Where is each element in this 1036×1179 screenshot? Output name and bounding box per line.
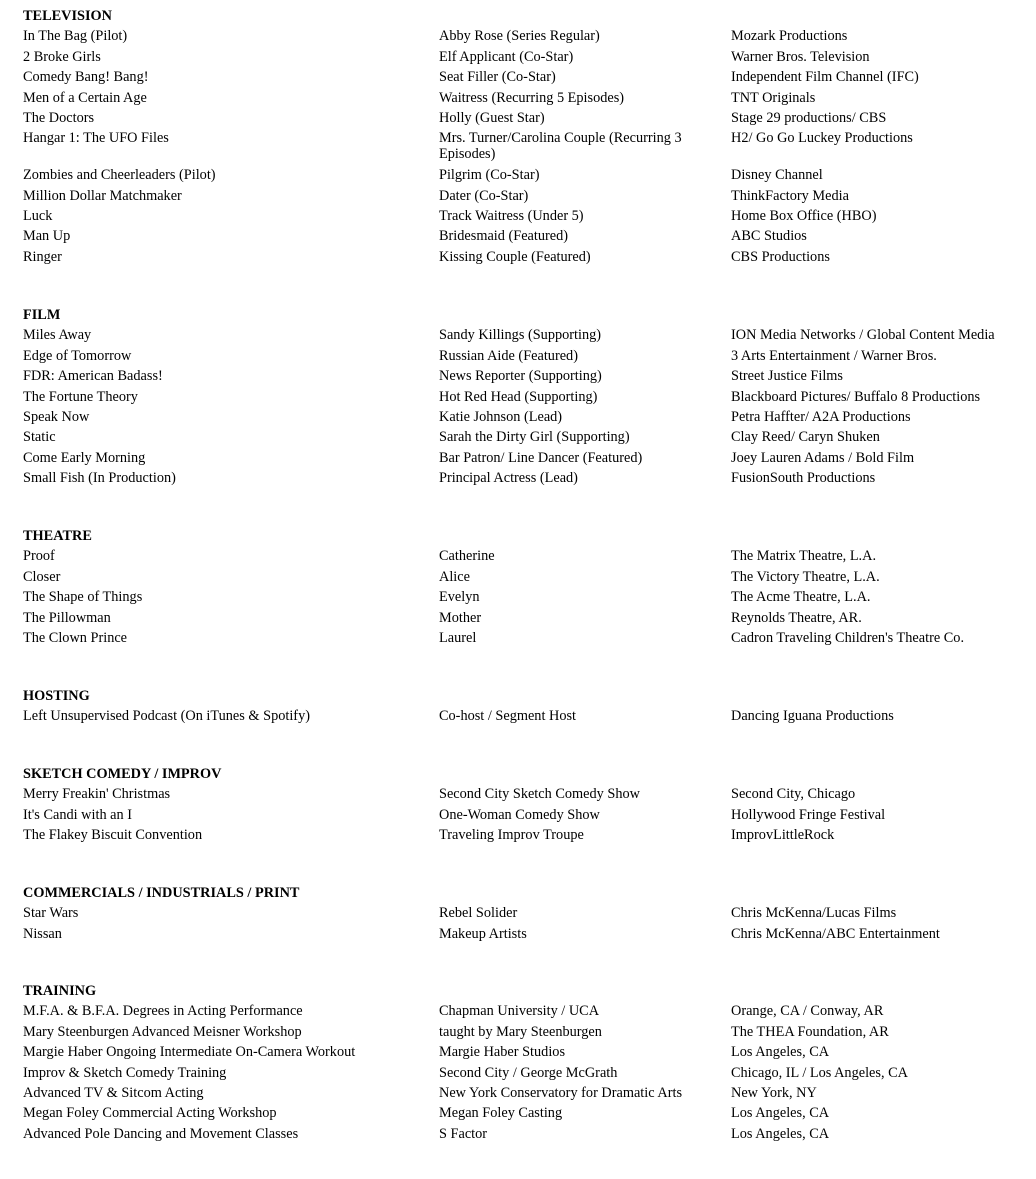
credit-project: Speak Now	[23, 408, 90, 425]
credit-row	[23, 1063, 1023, 1083]
credit-company: Blackboard Pictures/ Buffalo 8 Productions	[731, 388, 981, 405]
credit-company: ION Media Networks / Global Content Media	[731, 327, 995, 344]
credit-project: M.F.A. & B.F.A. Degrees in Acting Performance	[23, 1003, 303, 1020]
credit-role: Second City Sketch Comedy Show	[439, 786, 640, 803]
credit-role: taught by Mary Steenburgen	[439, 1023, 602, 1040]
credit-role: Pilgrim (Co-Star)	[439, 167, 540, 184]
credit-project: The Doctors	[23, 109, 95, 126]
credit-role: Sarah the Dirty Girl (Supporting)	[439, 429, 630, 446]
credit-role: Russian Aide (Featured)	[439, 347, 578, 364]
credit-project: Men of a Certain Age	[23, 89, 147, 106]
credit-row	[23, 1001, 1023, 1021]
credit-role: One-Woman Comedy Show	[439, 806, 600, 823]
credit-project: Advanced Pole Dancing and Movement Classes	[23, 1125, 299, 1142]
credit-project: Left Unsupervised Podcast (On iTunes & Spotify)	[23, 708, 310, 725]
credit-row	[23, 924, 1023, 944]
credit-role: Evelyn	[439, 589, 480, 606]
credit-row	[23, 67, 1023, 87]
credit-company: The Acme Theatre, L.A.	[731, 589, 871, 606]
section-sketch-comedy-improv	[23, 764, 1023, 846]
credit-role: Holly (Guest Star)	[439, 109, 545, 126]
credit-role: S Factor	[439, 1125, 488, 1142]
credit-row	[23, 628, 1023, 648]
credit-role: Kissing Couple (Featured)	[439, 248, 591, 265]
credit-row	[23, 366, 1023, 386]
credit-role: Mrs. Turner/Carolina Couple (Recurring 3 Episodes)	[439, 130, 682, 163]
credit-project: Megan Foley Commercial Acting Workshop	[23, 1105, 277, 1122]
credit-row	[23, 346, 1023, 366]
credit-project: The Pillowman	[23, 609, 111, 626]
credit-role: Track Waitress (Under 5)	[439, 207, 584, 224]
credit-project: Advanced TV & Sitcom Acting	[23, 1084, 204, 1101]
section-commercials-industrials-print	[23, 883, 1023, 944]
credit-company: Disney Channel	[731, 167, 823, 184]
credit-project: Mary Steenburgen Advanced Meisner Workshop	[23, 1023, 302, 1040]
credit-row	[23, 165, 1023, 185]
credit-row	[23, 784, 1023, 804]
credit-project: The Flakey Biscuit Convention	[23, 827, 203, 844]
credit-company: Street Justice Films	[731, 368, 843, 385]
credit-project: Proof	[23, 548, 55, 565]
credit-role: Bar Patron/ Line Dancer (Featured)	[439, 449, 643, 466]
credit-project: 2 Broke Girls	[23, 48, 101, 65]
credit-company: The Victory Theatre, L.A.	[731, 568, 880, 585]
credit-company: ThinkFactory Media	[731, 187, 849, 204]
credit-row	[23, 26, 1023, 46]
credit-row	[23, 226, 1023, 246]
credit-role: Alice	[439, 568, 470, 585]
credit-row	[23, 805, 1023, 825]
credit-row	[23, 88, 1023, 108]
credit-row	[23, 903, 1023, 923]
credit-project: Luck	[23, 207, 53, 224]
credit-company: The Matrix Theatre, L.A.	[731, 548, 877, 565]
credit-role: Catherine	[439, 548, 495, 565]
credit-company: Los Angeles, CA	[731, 1125, 830, 1142]
credit-row	[23, 706, 1023, 726]
credit-role: Makeup Artists	[439, 925, 527, 942]
credit-project: Nissan	[23, 925, 62, 942]
section-television	[23, 6, 1023, 267]
credit-company: Dancing Iguana Productions	[731, 708, 894, 725]
credit-project: Small Fish (In Production)	[23, 470, 176, 487]
credit-project: FDR: American Badass!	[23, 368, 163, 385]
credit-row	[23, 1103, 1023, 1123]
credit-role: New York Conservatory for Dramatic Arts	[439, 1084, 683, 1101]
credit-company: Stage 29 productions/ CBS	[731, 109, 887, 126]
credit-project: Margie Haber Ongoing Intermediate On-Camera Workout	[23, 1044, 356, 1061]
credit-row	[23, 1124, 1023, 1144]
credit-row	[23, 468, 1023, 488]
credit-project: The Fortune Theory	[23, 388, 138, 405]
credit-project: The Shape of Things	[23, 589, 143, 606]
credit-role: Margie Haber Studios	[439, 1044, 566, 1061]
credit-company: Hollywood Fringe Festival	[731, 806, 886, 823]
credit-row	[23, 387, 1023, 407]
credit-company: Chicago, IL / Los Angeles, CA	[731, 1064, 908, 1081]
credit-role: Principal Actress (Lead)	[439, 470, 578, 487]
section-hosting	[23, 686, 1023, 727]
credit-role: Co-host / Segment Host	[439, 708, 577, 725]
section-heading: TRAINING	[23, 983, 97, 999]
credit-company: Second City, Chicago	[731, 786, 856, 803]
credit-role: News Reporter (Supporting)	[439, 368, 602, 385]
credit-role: Waitress (Recurring 5 Episodes)	[439, 89, 625, 106]
credit-company: Los Angeles, CA	[731, 1105, 830, 1122]
credit-role: Hot Red Head (Supporting)	[439, 388, 598, 405]
credit-project: Man Up	[23, 228, 71, 245]
credit-company: Independent Film Channel (IFC)	[731, 69, 919, 86]
credit-role: Laurel	[439, 629, 477, 646]
credit-row	[23, 608, 1023, 628]
section-heading: SKETCH COMEDY / IMPROV	[23, 766, 222, 782]
credit-row	[23, 1083, 1023, 1103]
credit-project: Hangar 1: The UFO Files	[23, 130, 169, 147]
section-heading: COMMERCIALS / INDUSTRIALS / PRINT	[23, 885, 300, 901]
credit-role: Katie Johnson (Lead)	[439, 408, 563, 425]
credit-company: Clay Reed/ Caryn Shuken	[731, 429, 880, 446]
credit-company: Home Box Office (HBO)	[731, 207, 877, 224]
credit-company: FusionSouth Productions	[731, 470, 876, 487]
credit-row	[23, 206, 1023, 226]
credit-project: Comedy Bang! Bang!	[23, 69, 149, 86]
credit-company: CBS Productions	[731, 248, 830, 265]
credit-project: The Clown Prince	[23, 629, 128, 646]
credit-company: H2/ Go Go Luckey Productions	[731, 130, 913, 147]
section-heading: THEATRE	[23, 528, 92, 544]
credit-project: Ringer	[23, 248, 62, 265]
section-theatre	[23, 526, 1023, 648]
credit-role: Sandy Killings (Supporting)	[439, 327, 602, 344]
credit-company: The THEA Foundation, AR	[731, 1023, 889, 1040]
section-heading: HOSTING	[23, 688, 90, 704]
credit-row	[23, 247, 1023, 267]
credit-company: Joey Lauren Adams / Bold Film	[731, 449, 915, 466]
credit-row	[23, 567, 1023, 587]
credit-company: Orange, CA / Conway, AR	[731, 1003, 884, 1020]
credit-role: Bridesmaid (Featured)	[439, 228, 569, 245]
credit-project: Miles Away	[23, 327, 92, 344]
credit-project: It's Candi with an I	[23, 806, 132, 823]
credit-project: Improv & Sketch Comedy Training	[23, 1064, 227, 1081]
credit-row	[23, 407, 1023, 427]
credit-row	[23, 825, 1023, 845]
credit-role: Seat Filler (Co-Star)	[439, 69, 556, 86]
credit-company: Reynolds Theatre, AR.	[731, 609, 862, 626]
credit-role: Rebel Solider	[439, 905, 518, 922]
credit-row	[23, 47, 1023, 67]
credit-project: Zombies and Cheerleaders (Pilot)	[23, 167, 216, 184]
credit-row	[23, 427, 1023, 447]
credit-role: Traveling Improv Troupe	[439, 827, 584, 844]
credit-role: Mother	[439, 609, 482, 626]
credit-company: Los Angeles, CA	[731, 1044, 830, 1061]
credit-project: Million Dollar Matchmaker	[23, 187, 182, 204]
credit-row	[23, 186, 1023, 206]
section-film	[23, 305, 1023, 489]
credit-row	[23, 448, 1023, 468]
section-training	[23, 981, 1023, 1144]
credit-company: ImprovLittleRock	[731, 827, 835, 844]
credit-row	[23, 325, 1023, 345]
credit-role: Elf Applicant (Co-Star)	[439, 48, 574, 65]
credit-company: Cadron Traveling Children's Theatre Co.	[731, 629, 965, 646]
section-heading: TELEVISION	[23, 8, 112, 24]
credit-role: Chapman University / UCA	[439, 1003, 600, 1020]
credit-project: Merry Freakin' Christmas	[23, 786, 171, 803]
credit-row	[23, 546, 1023, 566]
credit-company: 3 Arts Entertainment / Warner Bros.	[731, 347, 937, 364]
credit-row	[23, 1042, 1023, 1062]
credit-role: Abby Rose (Series Regular)	[439, 28, 600, 45]
credit-project: Edge of Tomorrow	[23, 347, 132, 364]
credit-role: Dater (Co-Star)	[439, 187, 529, 204]
credit-company: TNT Originals	[731, 89, 816, 106]
credit-company: Chris McKenna/ABC Entertainment	[731, 925, 940, 942]
credit-row	[23, 108, 1023, 128]
credit-project: Closer	[23, 568, 61, 585]
credit-project: Static	[23, 429, 56, 446]
credit-company: Warner Bros. Television	[731, 48, 870, 65]
credit-role: Second City / George McGrath	[439, 1064, 618, 1081]
section-heading: FILM	[23, 307, 61, 323]
credit-project: Come Early Morning	[23, 449, 146, 466]
credit-row	[23, 128, 1023, 165]
credit-company: New York, NY	[731, 1084, 817, 1101]
credit-role: Megan Foley Casting	[439, 1105, 563, 1122]
credit-project: Star Wars	[23, 905, 79, 922]
credit-row	[23, 587, 1023, 607]
credit-row	[23, 1022, 1023, 1042]
credit-company: Petra Haffter/ A2A Productions	[731, 408, 911, 425]
credit-project: In The Bag (Pilot)	[23, 28, 128, 45]
credit-company: Chris McKenna/Lucas Films	[731, 905, 897, 922]
credit-company: Mozark Productions	[731, 28, 848, 45]
credit-company: ABC Studios	[731, 228, 807, 245]
